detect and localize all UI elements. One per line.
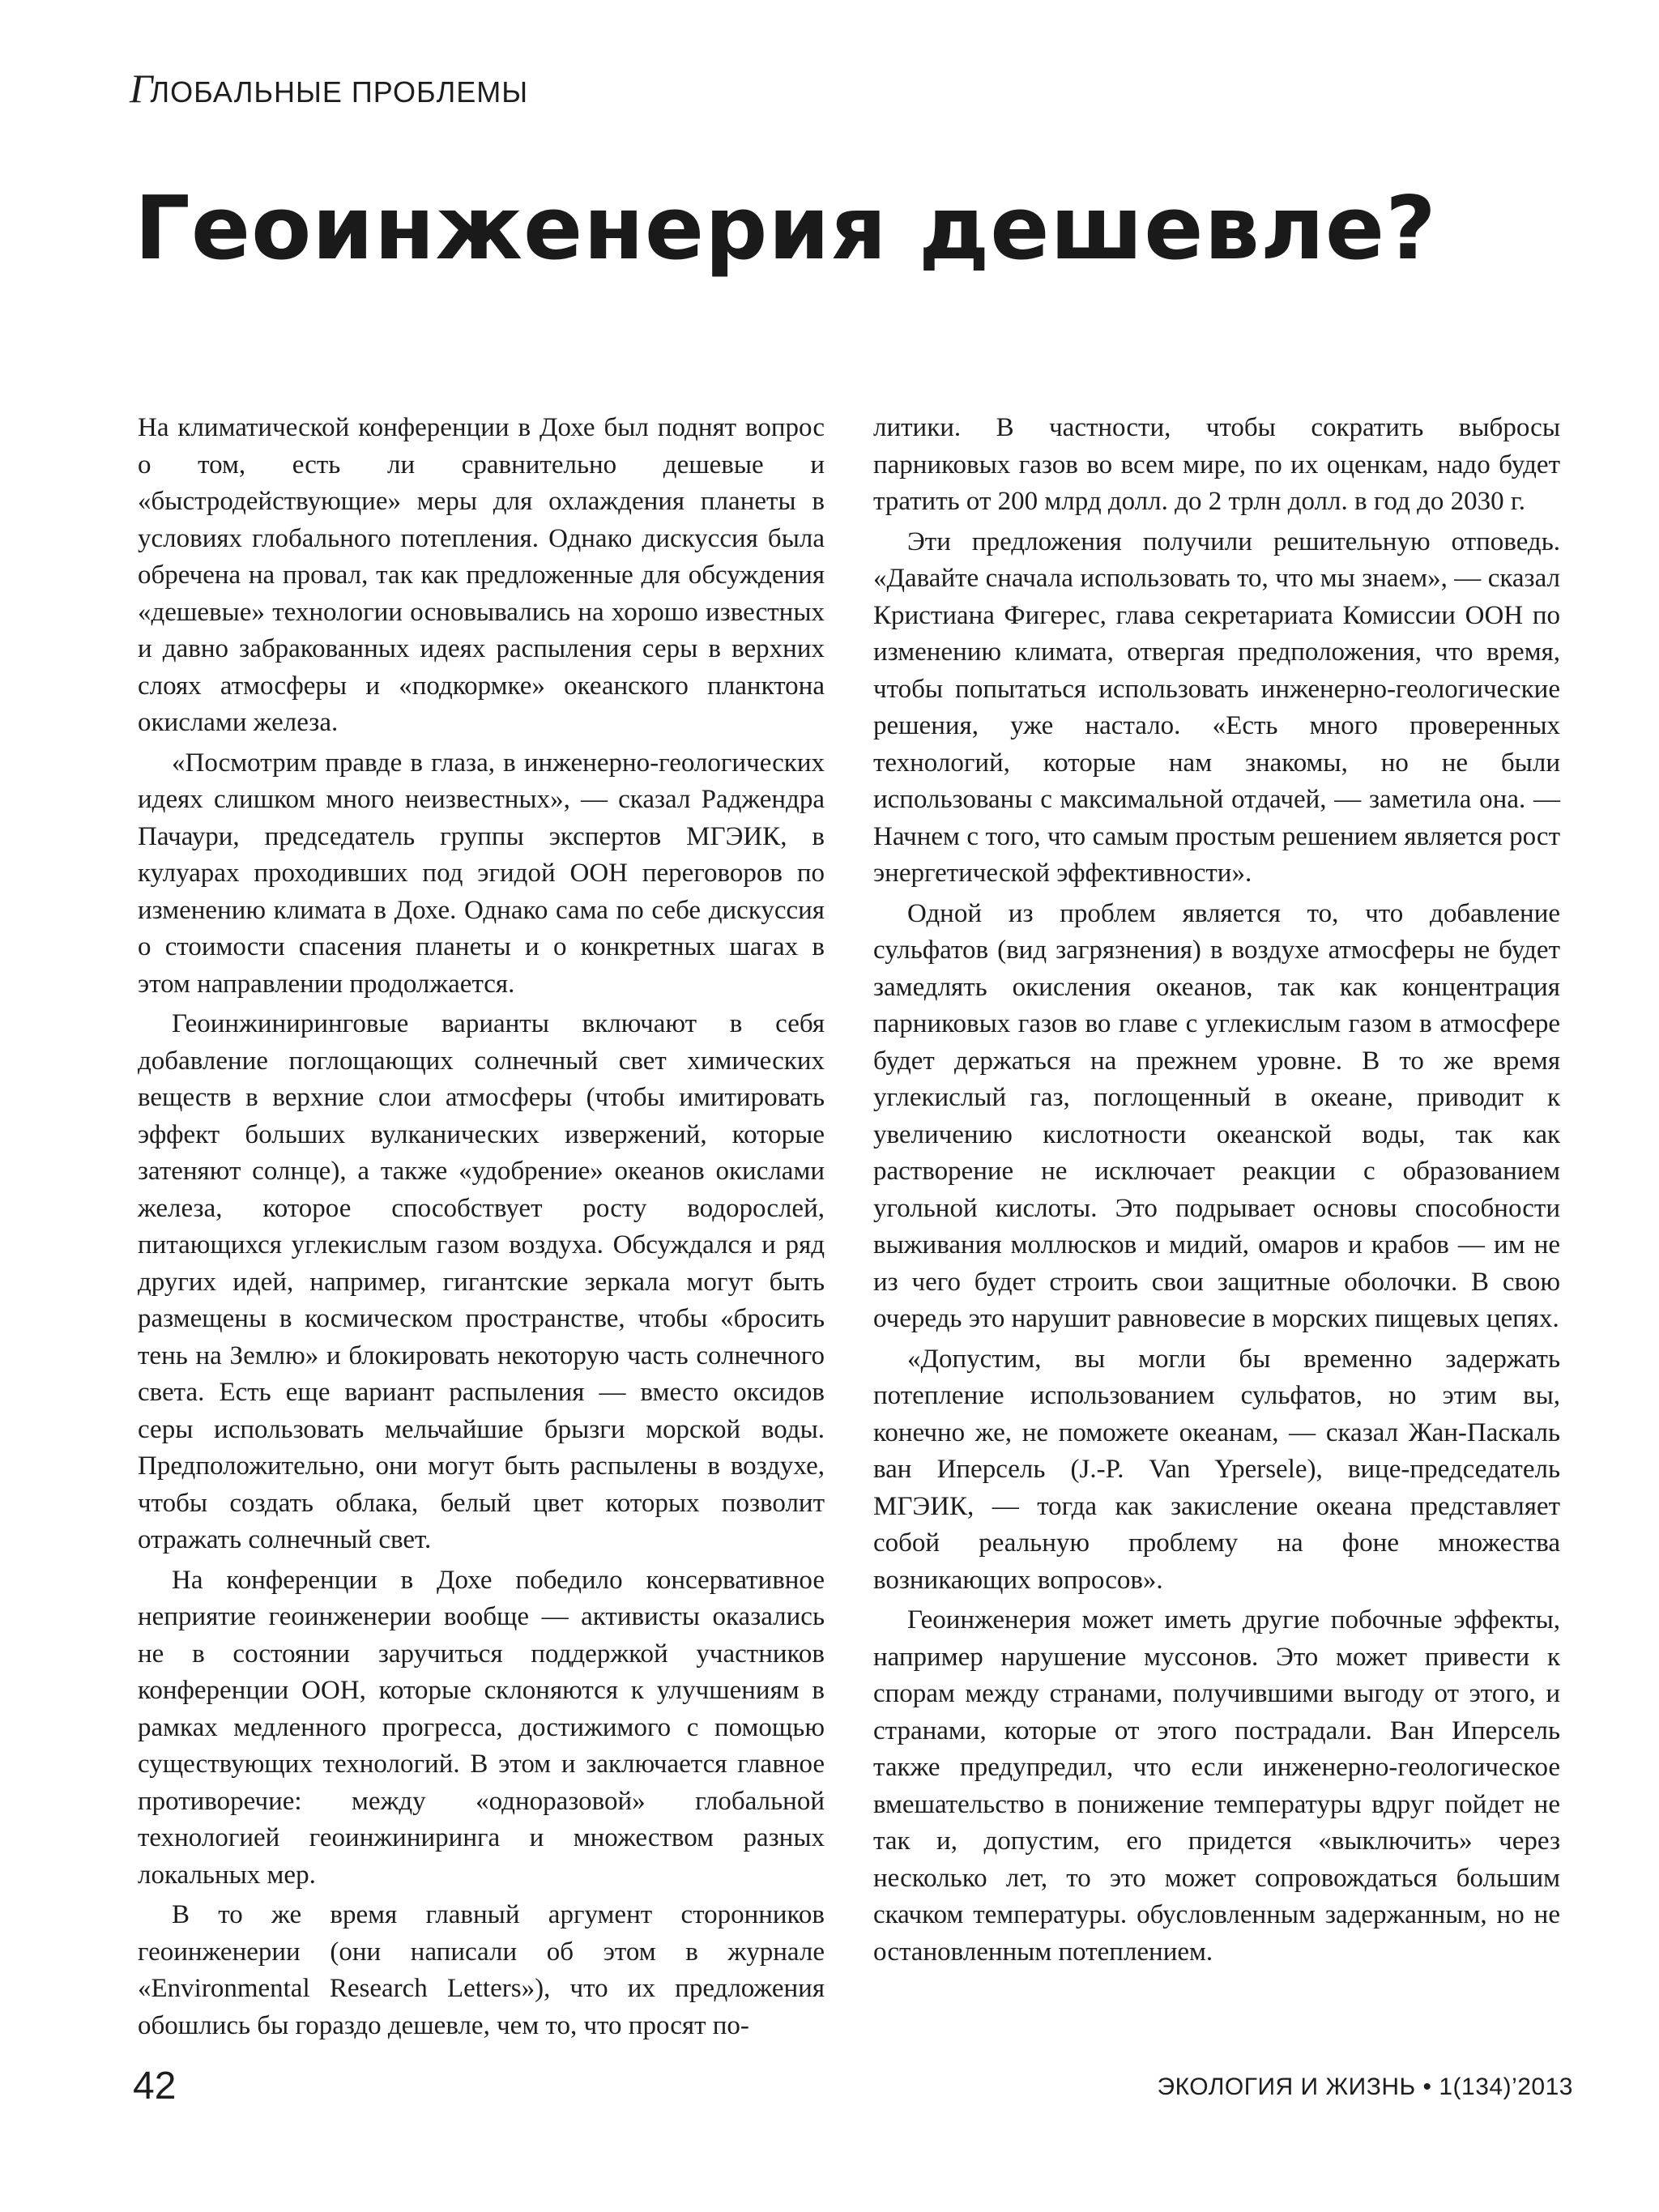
paragraph: На конференции в Дохе победило консервативное неприятие геоинженерии вообще — активисты оказались не в состоянии заручиться поддержкой участников конференции ООН, которые склоняются к улучшениям в рамках медленного прогресса, достижимого с помощью существующих технологий. В этом и заключается главное противоречие: между «одноразовой» глобальной технологией геоинжиниринга и множеством разных локальных мер. [138, 1565, 825, 1890]
paragraph: «Посмотрим правде в глаза, в инженерно-геологических идеях слишком много неизвестных», — сказал Раджендра Пачаури, председатель группы экспертов МГЭИК, в кулуарах проходивших под эгидой ООН переговоров по изменению климата в Дохе. Однако сама по себе дискуссия о стоимости спасения планеты и о конкретных шагах в этом направлении продолжается. [138, 748, 825, 999]
paragraph: «Допустим, вы могли бы временно задержать потепление использованием сульфатов, но этим вы, конечно же, не поможете океанам, — сказал Жан-Паскаль ван Иперсель (J.-P. Van Ypersele), вице-председатель МГЭИК, — тогда как закисление океана представляет собой реальную проблему на фоне множества возникающих вопросов». [873, 1344, 1560, 1595]
left-column [138, 410, 825, 2048]
section-label: ЛОБАЛЬНЫЕ ПРОБЛЕМЫ [150, 75, 529, 109]
paragraph: На климатической конференции в Дохе был поднят вопрос о том, есть ли сравнительно дешевые и «быстродействующие» меры для охлаждения планеты в условиях глобального потепления. Однако дискуссия была обречена на провал, так как предложенные для обсуждения «дешевые» технологии основывались на хорошо известных и давно забракованных идеях распыления серы в верхних слоях атмосферы и «подкормке» океанского планктона окислами железа. [138, 413, 825, 737]
paragraph-continuation: литики. В частности, чтобы сократить выбросы парниковых газов во всем мире, по их оценкам, надо будет тратить от 200 млрд долл. до 2 трлн долл. в год до 2030 г. [873, 413, 1560, 516]
paragraph: Геоинженерия может иметь другие побочные эффекты, например нарушение муссонов. Это может привести к спорам между странами, получившими выгоду от этого, и странами, которые от этого пострадали. Ван Иперсель также предупредил, что если инженерно-геологическое вмешательство в понижение температуры вдруг пойдет не так и, допустим, его придется «выключить» через несколько лет, то это может сопровождаться большим скачком температуры. обусловленным задержанным, но не остановленным потеплением. [873, 1605, 1560, 1967]
paragraph: Одной из проблем является то, что добавление сульфатов (вид загрязнения) в воздухе атмосферы не будет замедлять окисления океанов, так как концентрация парниковых газов во главе с углекислым газом в атмосфере будет держаться на прежнем уровне. В то же время углекислый газ, поглощенный в океане, приводит к увеличению кислотности океанской воды, так как растворение не исключает реакции с образованием угольной кислоты. Это подрывает основы способности выживания моллюсков и мидий, омаров и крабов — им не из чего будет строить свои защитные оболочки. В свою очередь это нарушит равновесие в морских пищевых цепях. [873, 898, 1560, 1333]
right-column [873, 410, 1560, 1974]
paragraph: Эти предложения получили решительную отповедь. «Давайте сначала использовать то, что мы знаем», — сказал Кристиана Фигерес, глава секретариата Комиссии ООН по изменению климата, отвергая предположения, что время, чтобы попытаться использовать инженерно-геологические решения, уже настало. «Есть много проверенных технологий, которые нам знакомы, но не были использованы с максимальной отдачей, — заметила она. — Начнем с того, что самым простым решением является рост энергетической эффективности». [873, 526, 1560, 888]
page-number: 42 [133, 2065, 177, 2108]
section-header [130, 65, 528, 112]
section-initial: Г [130, 66, 154, 111]
paragraph: Геоинжиниринговые варианты включают в себя добавление поглощающих солнечный свет химических веществ в верхние слои атмосферы (чтобы имитировать эффект больших вулканических извержений, которые затеняют солнце), а также «удобрение» океанов окислами железа, которое способствует росту водорослей, питающихся углекислым газом воздуха. Обсуждался и ряд других идей, например, гигантские зеркала могут быть размещены в космическом пространстве, чтобы «бросить тень на Землю» и блокировать некоторую часть солнечного света. Есть еще вариант распыления — вместо оксидов серы использовать мельчайшие брызги морской воды. Предположительно, они могут быть распылены в воздухе, чтобы создать облака, белый цвет которых позволит отражать солнечный свет. [138, 1009, 825, 1554]
journal-issue: ЭКОЛОГИЯ И ЖИЗНЬ • 1(134)’2013 [1157, 2073, 1573, 2100]
paragraph: В то же время главный аргумент сторонников геоинженерии (они написали об этом в журнале «Environmental Research Letters»), что их предложения обошлись бы гораздо дешевле, чем то, что просят по- [138, 1900, 825, 2040]
article-title: Геоинженерия дешевле? [134, 178, 1437, 279]
